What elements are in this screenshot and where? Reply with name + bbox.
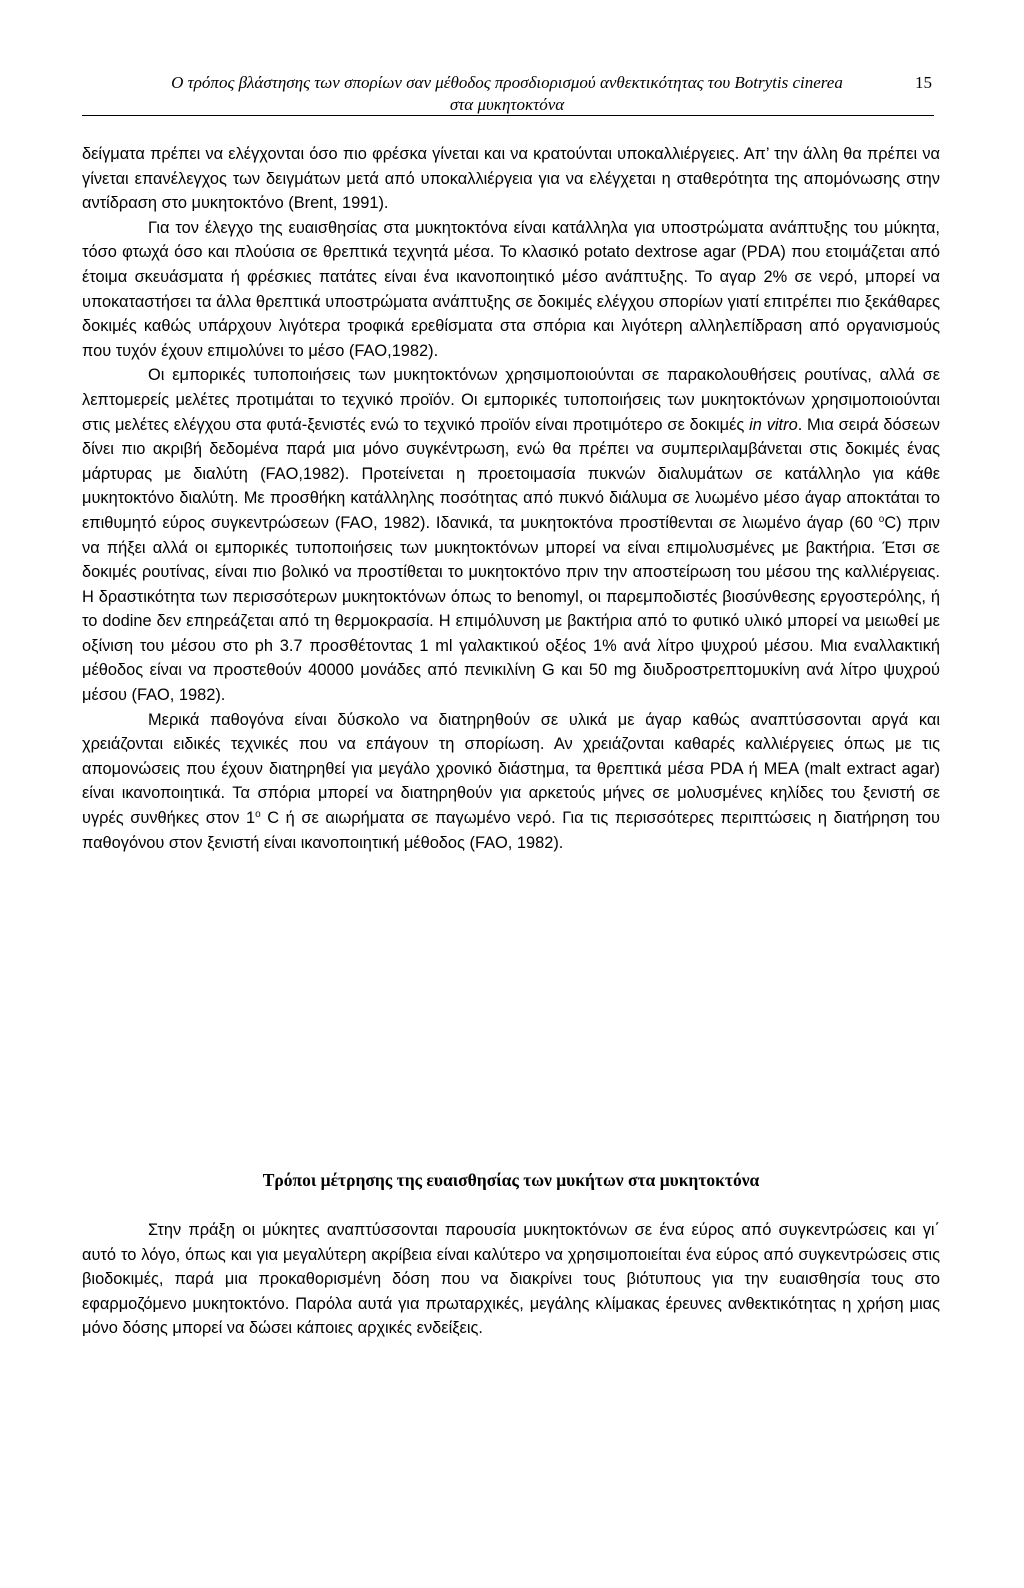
section-heading: Τρόποι μέτρησης της ευαισθησίας των μυκήτων στα μυκητοκτόνα — [262, 1170, 760, 1190]
header-rule — [82, 115, 934, 116]
paragraph-2: Για τον έλεγχο της ευαισθησίας στα μυκητοκτόνα είναι κατάλληλα για υποστρώματα ανάπτυξης του μύκητα, τόσο φτωχά όσο και πλούσια σε θρεπτικά τεχνητά μέσα. Το κλασικό potato dextrose agar (PDA) που ετοιμάζεται από έτοιμα σκευάσματα ή φρέσκιες πατάτες είναι ένα ικανοποιητικό μέσο ανάπτυξης. Το αγαρ 2% σε νερό, μπορεί να υποκαταστήσει τα άλλα θρεπτικά υποστρώματα ανάπτυξης σε δοκιμές ελέγχου σπορίων γιατί επιτρέπει πιο ξεκάθαρες δοκιμές καθώς υπάρχουν λιγότερα τροφικά ερεθίσματα στα σπόρια και λιγότερη αλληλεπίδραση από οργανισμούς που τυχόν έχουν επιμολύνει το μέσο (FAO,1982). — [82, 218, 940, 360]
paragraph-4 — [82, 708, 940, 856]
paragraph-3-cont: . Μια σειρά δόσεων δίνει πιο ακριβή δεδομένα παρά μια μόνο συγκέντρωση, ενώ θα πρέπει να συμπεριλαμβάνεται στις δοκιμές ένας μάρτυρας με διαλύτη (FAO,1982). Προτείνεται η προετοιμασία πυκνών διαλυμάτων σε κατάλληλο για κάθε μυκητοκτόνο διαλύτη. Με προσθήκη κατάλληλης ποσότητας από πυκνό διάλυμα σε λυωμένο μέσο άγαρ αποκτάται το επιθυμητό εύρος συγκεντρώσεων (FAO, 1982). Ιδανικά, τα μυκητοκτόνα προστίθενται σε λιωμένο άγαρ (60 — [82, 415, 940, 532]
section-paragraph: Στην πράξη οι μύκητες αναπτύσσονται παρουσία μυκητοκτόνων σε ένα εύρος από συγκεντρώσεις και γι΄ αυτό το λόγο, όπως και για μεγαλύτερη ακρίβεια είναι καλύτερο να χρησιμοποιείται ένα εύρος από συγκεντρώσεις στις βιοδοκιμές, παρά μια προκαθορισμένη δόση που να διακρίνει τους βιότυπους για την ευαισθησία τους στο εφαρμοζόμενο μυκητοκτόνο. Παρόλα αυτά για πρωταρχικές, μεγάλης κλίμακας έρευνες ανθεκτικότητας η χρήση μιας μόνο δόσης μπορεί να δώσει κάποιες αρχικές ενδείξεις. — [82, 1221, 940, 1338]
running-head — [82, 72, 932, 116]
paragraph-3-text: Οι εμπορικές τυποποιήσεις των μυκητοκτόνων χρησιμοποιούνται σε παρακολουθήσεις ρουτίνας, αλλά σε λεπτομερείς μελέτες προτιμάται το τεχνικό προϊόν. Οι εμπορικές τυποποιήσεις των μυκητοκτόνων χρησιμοποιούνται στις μελέτες ελέγχου στα φυτά-ξενιστές ενώ το τεχνικό προϊόν είναι προτιμότερο σε δοκιμές — [82, 366, 940, 434]
paragraph-4-text: Μερικά παθογόνα είναι δύσκολο να διατηρηθούν σε υλικά με άγαρ καθώς αναπτύσσονται αργά και χρειάζονται ειδικές τεχνικές που να επάγουν τη σπορίωση. Αν χρειάζονται καθαρές καλλιέργειες όπως με τις απομονώσεις που έχουν διατηρηθεί για μεγάλο χρονικό διάστημα, τα θρεπτικά μέσα PDA ή MEA (malt extract agar) είναι ικανοποιητικά. Τα σπόρια μπορεί να διατηρηθούν για αρκετούς μήνες σε μολυσμένες κηλίδες του ξενιστή σε υγρές συνθήκες στον 1 — [82, 710, 940, 828]
paragraph-4-cont: C ή σε αιωρήματα σε παγωμένο νερό. Για τις περισσότερες περιπτώσεις η διατήρηση του παθογόνου στον ξενιστή είναι ικανοποιητική μέθοδος (FAO, 1982). — [82, 809, 940, 852]
page-number: 15 — [915, 73, 932, 92]
running-head-title: Ο τρόπος βλάστησης των σπορίων σαν μέθοδος προσδιορισμού ανθεκτικότητας του Botrytis cinerea — [171, 73, 843, 92]
section-body — [82, 1218, 940, 1341]
paragraph-3 — [82, 363, 940, 707]
degree-superscript: o — [878, 513, 885, 525]
degree-superscript-2: o — [255, 809, 261, 821]
body-text — [82, 142, 940, 855]
paragraph-3-cont2: C) πριν να πήξει αλλά οι εμπορικές τυποποιήσεις των μυκητοκτόνων μπορεί να είναι επιμολυσμένες με βακτήρια. Έτσι σε δοκιμές ρουτίνας, είναι πιο βολικό να προστίθεται το μυκητοκτόνο πριν την αποστείρωση του μέσου της καλλιέργειας. Η δραστικότητα των περισσότερων μυκητοκτόνων όπως το benomyl, οι παρεμποδιστές βιοσύνθεσης εργοστερόλης, ή το dodine δεν επηρεάζεται από τη θερμοκρασία. Η επιμόλυνση με βακτήρια από το φυτικό υλικό μπορεί να μειωθεί με οξίνιση του μέσου στο ph 3.7 προσθέτοντας 1 ml γαλακτικού οξέος 1% ανά λίτρο ψυχρού μέσου. Μια εναλλακτική μέθοδος είναι να προστεθούν 40000 μονάδες από πενικιλίνη G και 50 mg διυδροστρεπτομυκίνη ανά λίτρο ψυχρού μέσου (FAO, 1982). — [82, 513, 940, 705]
running-head-title-cont: στα μυκητοκτόνα — [449, 95, 565, 114]
paragraph-3-italic: in vitro — [749, 415, 798, 434]
paragraph-1: δείγματα πρέπει να ελέγχονται όσο πιο φρέσκα γίνεται και να κρατούνται υποκαλλιέργειες. Απ’ την άλλη θα πρέπει να γίνεται επανέλεγχος των δειγμάτων μετά από υποκαλλιέργεια για να ελέγχεται η σταθερότητα της απομόνωσης στην αντίδραση στο μυκητοκτόνο (Brent, 1991). — [82, 145, 940, 213]
